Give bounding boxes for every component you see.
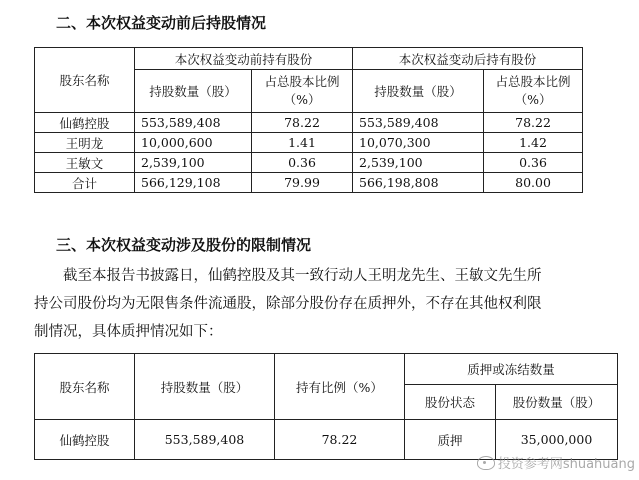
cell-after-ratio: 1.42	[484, 133, 583, 153]
table-row	[35, 113, 583, 133]
cell-shareholder: 王明龙	[35, 133, 135, 153]
cell-before-shares: 10,000,600	[135, 133, 252, 153]
cell-shareholder: 仙鹤控股	[35, 113, 135, 133]
table-header-row	[35, 354, 618, 385]
paragraph-line: 持公司股份均为无限售条件流通股，除部分股份存在质押外，不存在其他权利限	[34, 296, 542, 312]
cell-before-ratio: 1.41	[252, 133, 353, 153]
header-ratio: 持有比例（%）	[275, 354, 405, 420]
table-header-row	[35, 48, 583, 70]
header-before-shares: 持股数量（股）	[135, 70, 252, 113]
header-shareholder: 股东名称	[35, 354, 135, 420]
cell-before-ratio: 0.36	[252, 153, 353, 173]
ratio-unit: （%）	[283, 92, 321, 107]
header-status: 股份状态	[405, 385, 496, 420]
cell-before-ratio: 79.99	[252, 173, 353, 193]
header-after-shares: 持股数量（股）	[353, 70, 484, 113]
cell-before-shares: 2,539,100	[135, 153, 252, 173]
section-3-heading: 三、本次权益变动涉及股份的限制情况	[56, 236, 312, 254]
cell-after-shares: 2,539,100	[353, 153, 484, 173]
cell-after-shares: 553,589,408	[353, 113, 484, 133]
ratio-unit: （%）	[514, 92, 552, 107]
cell-ratio: 78.22	[275, 420, 405, 460]
table-row	[35, 153, 583, 173]
watermark	[477, 453, 635, 472]
cell-after-ratio: 80.00	[484, 173, 583, 193]
pledge-table	[34, 353, 618, 460]
cell-after-ratio: 78.22	[484, 113, 583, 133]
cell-after-ratio: 0.36	[484, 153, 583, 173]
holdings-change-table	[34, 47, 583, 193]
ratio-label: 占总股本比例	[495, 74, 571, 89]
header-before-ratio	[252, 70, 353, 113]
header-after-ratio	[484, 70, 583, 113]
header-group-before: 本次权益变动前持有股份	[135, 48, 353, 70]
cell-shareholder: 仙鹤控股	[35, 420, 135, 460]
cell-after-shares: 566,198,808	[353, 173, 484, 193]
restriction-paragraph	[34, 262, 594, 346]
cell-pledge-shares: 35,000,000	[496, 420, 618, 460]
header-pledge-shares: 股份数量（股）	[496, 385, 618, 420]
watermark-text: 投资参考网shuahuang	[497, 457, 635, 472]
table-row	[35, 133, 583, 153]
table-row-total	[35, 173, 583, 193]
header-shares: 持股数量（股）	[135, 354, 275, 420]
paragraph-line: 制情况，具体质押情况如下：	[34, 324, 223, 340]
cell-shares: 553,589,408	[135, 420, 275, 460]
cell-before-ratio: 78.22	[252, 113, 353, 133]
cell-shareholder: 王敏文	[35, 153, 135, 173]
weibo-icon	[477, 456, 495, 470]
paragraph-line: 截至本报告书披露日，仙鹤控股及其一致行动人王明龙先生、王敏文先生所	[63, 268, 542, 284]
header-shareholder: 股东名称	[35, 48, 135, 113]
cell-before-shares: 553,589,408	[135, 113, 252, 133]
cell-status: 质押	[405, 420, 496, 460]
cell-after-shares: 10,070,300	[353, 133, 484, 153]
section-2-heading: 二、本次权益变动前后持股情况	[56, 14, 267, 32]
cell-before-shares: 566,129,108	[135, 173, 252, 193]
ratio-label: 占总股本比例	[264, 74, 340, 89]
cell-shareholder: 合计	[35, 173, 135, 193]
header-group-pledge: 质押或冻结数量	[405, 354, 618, 385]
header-group-after: 本次权益变动后持有股份	[353, 48, 583, 70]
